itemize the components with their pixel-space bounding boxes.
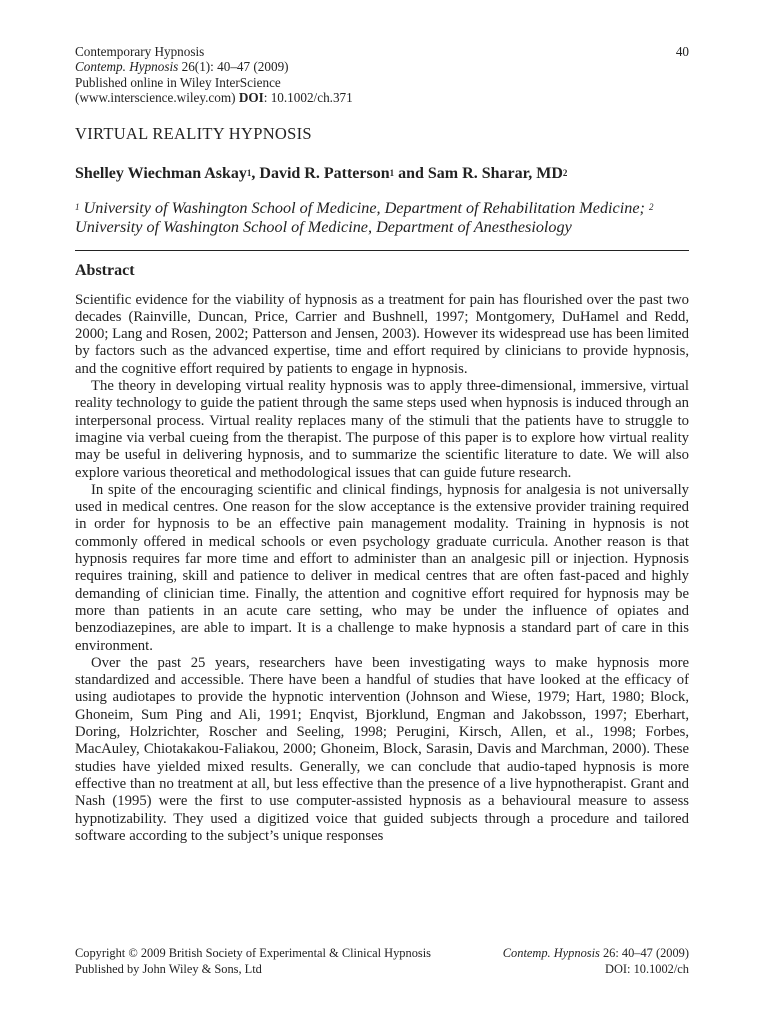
publisher: Published by John Wiley & Sons, Ltd [75,961,262,976]
footer-citation: Contemp. Hypnosis 26: 40–47 (2009) [502,946,689,960]
author-list: Shelley Wiechman Askay$^1$, David R. Patterson$^1$ and Sam R. Sharar, $MD^2$ [75,165,568,183]
paragraph: Scientific evidence for the viability of hypnosis as a treatment for pain has flourished over the past two decades (Rainville, Duncan, Price, Carrier and Bushnell, 1997; Montgomery, DuHamel and Redd, 2000; Lang and Rosen, 2002; Patterson and Jensen, 2003). However its widespread use has been limited by factors such as the advanced expertise, time and effort required by clinicians to provide hypnosis, and the cognitive effort required by patients to engage in hypnosis. [75,291,689,377]
paragraph: In spite of the encouraging scientific and clinical findings, hypnosis for analgesia is not universally used in medical centres. One reason for the slow acceptance is the extensive provider training required in order for hypnosis to be an effective pain management modality. Training in hypnosis is not commonly offered in medical schools or even psychology graduate curricula. Another reason is that hypnosis requires far more time and effort to administer than an analgesic pill or injection. Hypnosis requires training, skill and patience to deliver in medical centres that are often fast-paced and highly demanding of clinician time. Finally, the attention and cognitive effort required for hypnosis may be more than patients in an acute care setting, who may be under the influence of opiates and benzodiazepines, are able to impart. It is a challenge to make hypnosis a standard part of care in this environment. [75,481,689,654]
article-page [75,44,689,845]
page-number: 40 [675,44,689,59]
paragraph: The theory in developing virtual reality hypnosis was to apply three-dimensional, immersive, virtual reality technology to guide the patient through the same steps used when hypnosis is induced through an interpersonal process. Virtual reality replaces many of the stimuli that the patients have to struggle to imagine via verbal cueing from the therapist. The purpose of this paper is to explore how virtual reality may be useful in delivering hypnosis, and to summarize the scientific literature to date. We will also explore various theoretical and methodological issues that can guide future research. [75,378,689,481]
doi-line: (www.interscience.wiley.com) DOI: 10.1002/ch.371 [75,89,353,105]
journal-header [75,44,689,105]
journal-name: Contemporary Hypnosis [75,44,205,59]
footer-doi: DOI: 10.1002/ch [605,961,689,976]
section-divider [75,250,689,251]
paragraph: Over the past 25 years, researchers have been investigating ways to make hypnosis more standardized and accessible. There have been a handful of studies that have looked at the efficacy of using audiotapes to provide the hypnotic intervention (Johnson and Wiese, 1979; Hart, 1980; Block, Ghoneim, Sum Ping and Ali, 1991; Enqvist, Bjorklund, Engman and Jakobsson, 1997; Eberhart, Doring, Holzrichter, Roscher and Seeling, 1998; Perugini, Kirsch, Allen, et al., 1998; Forbes, MacAuley, Chiotakakou-Faliakou, 2000; Ghoneim, Block, Sarasin, Davis and Marchman, 2000). These studies have yielded mixed results. Generally, we can conclude that audio-taped hypnosis is more effective than no treatment at all, but less effective than the presence of a live hypnotherapist. Grant and Nash (1995) were the first to use computer-assisted hypnosis as a behavioural measure to assess hypnotizability. They used a digitized voice that guided subjects through a procedure and tailored software according to the subject’s unique responses [75,654,689,844]
journal-url[interactable]: (www.interscience.wiley.com) [75,89,236,105]
abstract-heading: Abstract [75,261,135,279]
citation: Contemp. Hypnosis 26(1): 40–47 (2009) [75,59,289,75]
affiliations: $^1$ University of Washington School of Medicine, Department of Rehabilitation Medicine; $^2$ University of Washington School of Medicine, Department of Anesthesiology [75,199,654,236]
abstract-body [75,292,689,846]
published-line: Published online in Wiley InterScience [75,74,281,90]
article-title: VIRTUAL REALITY HYPNOSIS [75,124,312,144]
page-footer [75,946,689,978]
copyright: Copyright © 2009 British Society of Experimental & Clinical Hypnosis [75,946,431,960]
footer-right [503,946,689,978]
footer-left [75,946,431,978]
